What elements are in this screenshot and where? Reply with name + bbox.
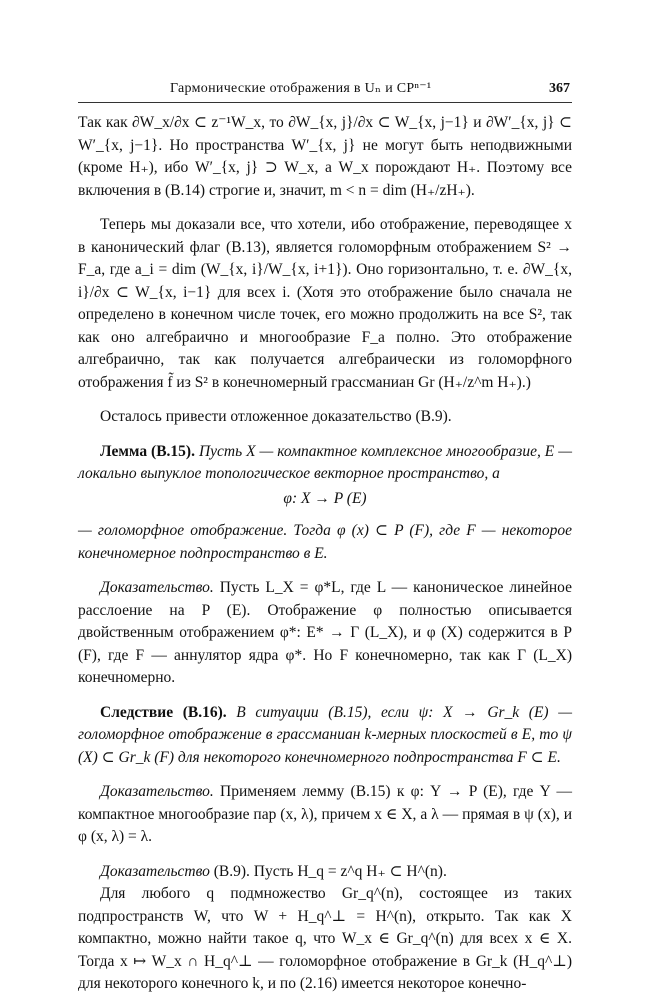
paragraph-proof-summary: Теперь мы доказали все, что хотели, ибо отображение, переводящее x в канонический флаг (B.13), является голоморфным отображением S² → F_a, где a_i = dim (W_{x, i}/W_{x, i+1}). Оно горизонтально, т. е. ∂W_{x, i}/∂x ⊂ W_{x, i−1} для всех i. (Хотя это отображение было сначала не определено в конечном числе точек, его можно продолжить на все S², так как оно алгебраично и многообразие F_a полно. Это отображение алгебраично, так как получается алгебраически из голоморфного отображения f̃ из S² в конечномерный грассманиан Gr (H₊/z^m H₊).) <box>78 216 572 391</box>
lemma-text: Пусть X — компактное комплексное многообразие, E — локально выпуклое топологическое векторное пространство, а <box>78 442 573 482</box>
paragraph-inclusions: Так как ∂W_x/∂x ⊂ z⁻¹W_x, то ∂W_{x, j}/∂x ⊂ W_{x, j−1} и ∂W′_{x, j} ⊂ W′_{x, j−1}. Но пространства W′_{x, j} не могут быть неподвижными (кроме H₊), ибо W′_{x, j} ⊃ W_x, а W_x порождают H₊. Поэтому все включения в (B.14) строгие и, значит, m < n = dim (H₊/zH₊). <box>78 114 572 199</box>
proof-label: Доказательство. <box>100 783 214 800</box>
corollary-text: В ситуации (B.15), если ψ: X → Gr_k (E) — голоморфное отображение в грассманиан k-мерных плоскостей в E, то ψ (X) ⊂ Gr_k (F) для некоторого конечномерного подпространства F ⊂ E. <box>78 703 573 766</box>
proof-label: Доказательство. <box>100 579 214 596</box>
running-title: Гармонические отображения в Uₙ и CPⁿ⁻¹ <box>170 81 432 96</box>
proof-text: (B.9). Пусть H_q = z^q H₊ ⊂ H^(n). <box>213 862 447 880</box>
running-header <box>78 78 572 103</box>
proof-label: Доказательство <box>100 862 210 880</box>
lemma-b15 <box>78 441 572 486</box>
paragraph-remaining: Осталось привести отложенное доказательство (B.9). <box>100 408 452 425</box>
proof-text: Применяем лемму (B.15) к φ: Y → P (E), где Y — компактное многообразие пар (x, λ), причем x ∈ X, а λ — прямая в ψ (x), и φ (x, λ) = λ. <box>78 783 573 845</box>
proof-corollary <box>78 781 572 849</box>
paragraph-grassmannian: Для любого q подмножество Gr_q^(n), состоящее из таких подпространств W, что W + H_q^⊥ = H^(n), открыто. Так как X компактно, можно найти такое q, что W_x ∈ Gr_q^(n) для всех x ∈ X. Тогда x ↦ W_x ∩ H_q^⊥ — голоморфное отображение в Gr_k (H_q^⊥) для некоторого конечного k, и по (2.16) имеется некоторое конечно- <box>78 885 572 992</box>
page-number: 367 <box>549 81 570 96</box>
lemma-formula: φ: X → P (E) <box>283 489 367 507</box>
proof-text: Пусть L_X = φ*L, где L — каноническое линейное расслоение на P (E). Отображение φ полностью описывается двойственным отображением φ*: E* → Γ (L_X), и φ (X) содержится в P (F), где F — аннулятор ядра φ*. Но F конечномерно, так как Γ (L_X) конечномерно. <box>78 579 572 686</box>
proof-b9 <box>78 861 572 884</box>
lemma-label: Лемма (B.15). <box>100 442 195 460</box>
corollary-b16 <box>78 702 572 770</box>
corollary-label: Следствие (B.16). <box>100 703 227 721</box>
page-body <box>78 112 572 996</box>
proof-lemma <box>78 577 572 690</box>
lemma-continuation: — голоморфное отображение. Тогда φ (x) ⊂ P (F), где F — некоторое конечномерное подпространство в E. <box>78 522 572 562</box>
